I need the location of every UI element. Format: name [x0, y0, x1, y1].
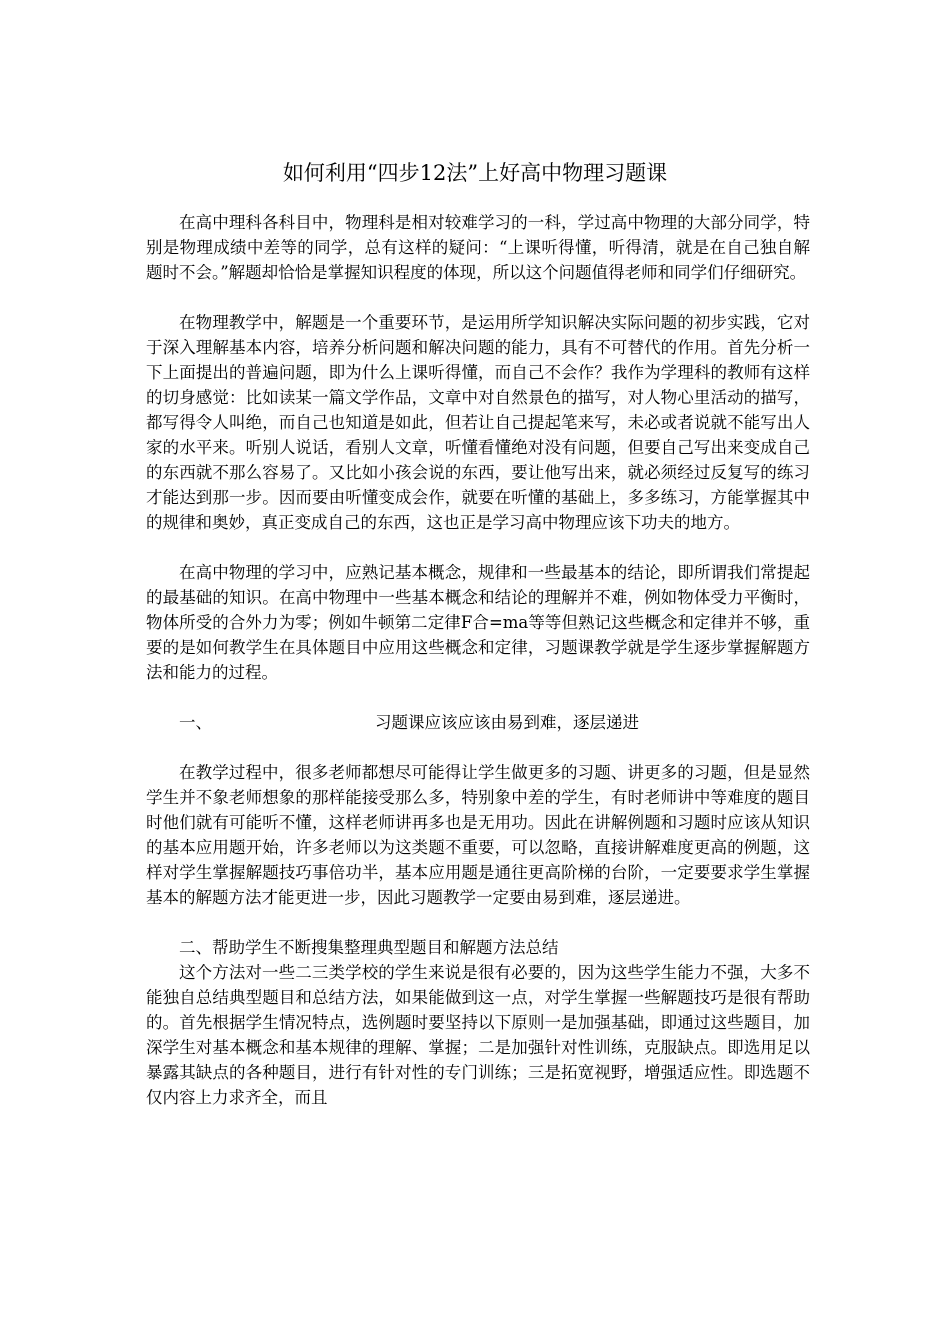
- paragraph-gap: [146, 910, 810, 935]
- paragraph-easy-to-hard: 在教学过程中，很多老师都想尽可能得让学生做更多的习题、讲更多的习题，但是显然学生并不象老师想象的那样能接受那么多，特别象中差的学生，有时老师讲中等难度的题目时他们就有可能听不懂，这样老师讲再多也是无用功。因此在讲解例题和习题时应该从知识的基本应用题开始，许多老师以为这类题不重要，可以忽略，直接讲解难度更高的例题，这样对学生掌握解题技巧事倍功半，基本应用题是通往更高阶梯的台阶，一定要要求学生掌握基本的解题方法才能更进一步，因此习题教学一定要由易到难，逐层递进。: [146, 763, 810, 907]
- section-heading-1-number: 一、: [179, 713, 212, 732]
- section-heading-2: 二、帮助学生不断搜集整理典型题目和解题方法总结: [179, 938, 559, 957]
- paragraph-intro: 在高中理科各科目中，物理科是相对较难学习的一科，学过高中物理的大部分同学，特别是物理成绩中差等的同学，总有这样的疑问：“上课听得懂，听得清，就是在自己独自解题时不会。”解题却恰恰是掌握知识程度的体现，所以这个问题值得老师和同学们仔细研究。: [146, 213, 810, 282]
- paragraph-gap: [146, 535, 810, 560]
- paragraph-gap: [146, 685, 810, 710]
- paragraph-basic-concepts: 在高中物理的学习中，应熟记基本概念，规律和一些最基本的结论，即所谓我们常提起的最基础的知识。在高中物理中一些基本概念和结论的理解并不难，例如物体受力平衡时，物体所受的合外力为零；例如牛顿第二定律F合=ma等等但熟记这些概念和定律并不够，重要的是如何教学生在具体题目中应用这些概念和定律，习题课教学就是学生逐步掌握解题方法和能力的过程。: [146, 563, 810, 682]
- paragraph-typical-problems: 这个方法对一些二三类学校的学生来说是很有必要的，因为这些学生能力不强，大多不能独自总结典型题目和总结方法，如果能做到这一点，对学生掌握一些解题技巧是很有帮助的。首先根据学生情况特点，选例题时要坚持以下原则一是加强基础，即通过这些题目，加深学生对基本概念和基本规律的理解、掌握；二是加强针对性训练，克服缺点。即选用足以暴露其缺点的各种题目，进行有针对性的专门训练；三是拓宽视野，增强适应性。即选题不仅内容上力求齐全，而且: [146, 963, 810, 1107]
- document-body: [146, 210, 810, 1110]
- document-title: 如何利用“四步12法”上好高中物理习题课: [282, 161, 668, 185]
- paragraph-problem-solving: 在物理教学中，解题是一个重要环节，是运用所学知识解决实际问题的初步实践，它对于深入理解基本内容，培养分析问题和解决问题的能力，具有不可替代的作用。首先分析一下上面提出的普遍问题，即为什么上课听得懂，而自己不会作？我作为学理科的教师有这样的切身感觉：比如读某一篇文学作品，文章中对自然景色的描写，对人物心里活动的描写，都写得令人叫绝，而自己也知道是如此，但若让自己提起笔来写，未必或者说就不能写出人家的水平来。听别人说话，看别人文章，听懂看懂绝对没有问题，但要自己写出来变成自己的东西就不那么容易了。又比如小孩会说的东西，要让他写出来，就必须经过反复写的练习才能达到那一步。因而要由听懂变成会作，就要在听懂的基础上，多多练习，方能掌握其中的规律和奥妙，真正变成自己的东西，这也正是学习高中物理应该下功夫的地方。: [146, 313, 810, 532]
- paragraph-gap: [146, 285, 810, 310]
- paragraph-gap: [146, 735, 810, 760]
- section-heading-1-text: 习题课应该应该由易到难，逐层递进: [375, 713, 639, 732]
- section-heading-1: [146, 710, 810, 735]
